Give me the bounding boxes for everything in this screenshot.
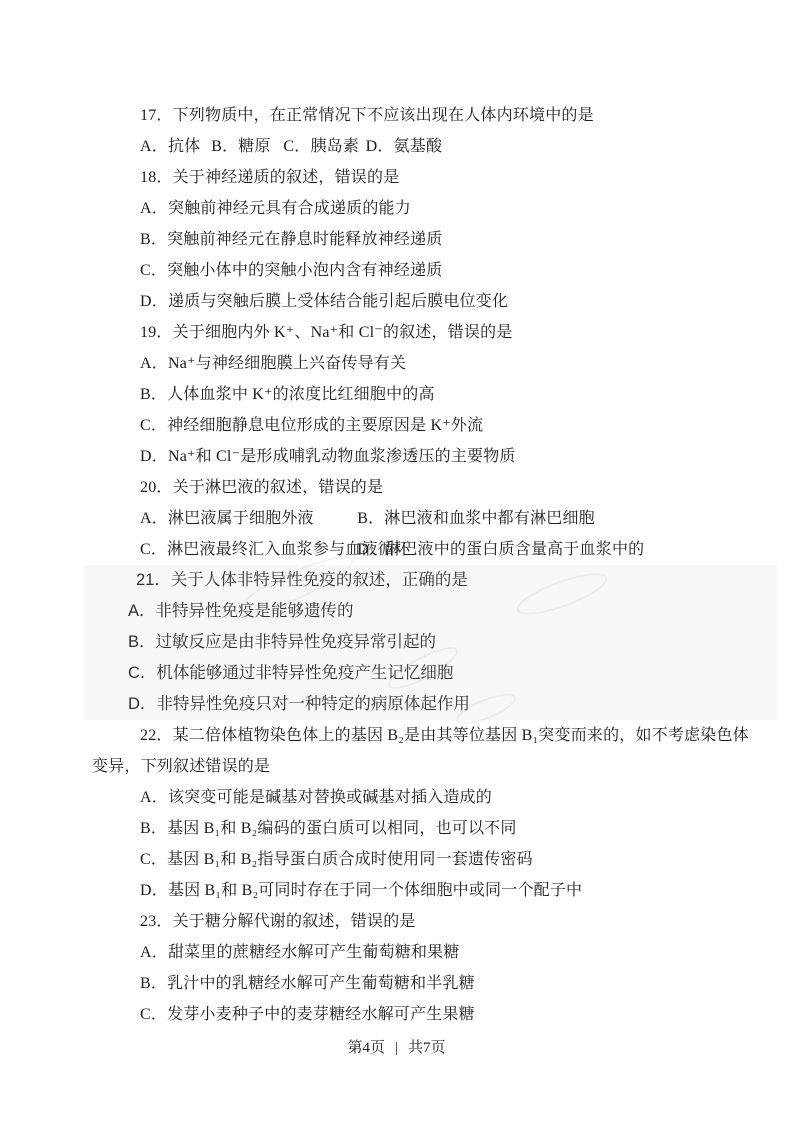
q22-stem-line1: 22．某二倍体植物染色体上的基因 B₂是由其等位基因 B₁突变而来的，如不考虑染色体 <box>140 727 749 744</box>
q17-stem: 17．下列物质中，在正常情况下不应该出现在人体内环境中的是 <box>140 107 594 124</box>
q23-option-b: B．乳汁中的乳糖经水解可产生葡萄糖和半乳糖 <box>140 975 475 992</box>
q20-option-b: B．淋巴液和血浆中都有淋巴细胞 <box>357 510 595 527</box>
q19-stem: 19．关于细胞内外 K⁺、Na⁺和 Cl⁻的叙述，错误的是 <box>140 324 513 341</box>
q19-option-a: A．Na⁺与神经细胞膜上兴奋传导有关 <box>140 355 407 372</box>
q18-option-a: A．突触前神经元具有合成递质的能力 <box>140 200 411 217</box>
q18-stem: 18．关于神经递质的叙述，错误的是 <box>140 169 400 186</box>
q20-options-row-1 <box>140 503 737 534</box>
footer-separator: | <box>394 1040 398 1056</box>
q20-option-d: D．淋巴液中的蛋白质含量高于血浆中的 <box>357 541 645 558</box>
q20-options-row-2 <box>140 534 737 565</box>
q21-option-d: D．非特异性免疫只对一种特定的病原体起作用 <box>128 695 470 713</box>
q17-options-row <box>140 131 737 162</box>
q20-option-a: A．淋巴液属于细胞外液 <box>140 510 314 527</box>
footer-page-number: 第4页 <box>347 1040 385 1056</box>
q19-option-d: D．Na⁺和 Cl⁻是形成哺乳动物血浆渗透压的主要物质 <box>140 448 516 465</box>
q23-stem: 23．关于糖分解代谢的叙述，错误的是 <box>140 913 416 930</box>
q22-option-d: D．基因 B₁和 B₂可同时存在于同一个体细胞中或同一个配子中 <box>140 882 583 899</box>
q21-option-b: B．过敏反应是由非特异性免疫异常引起的 <box>128 633 437 651</box>
exam-content <box>92 100 749 1030</box>
q22-option-a: A．该突变可能是碱基对替换或碱基对插入造成的 <box>140 789 492 806</box>
q21-option-a: A．非特异性免疫是能够遗传的 <box>128 602 354 620</box>
q22-stem-line2: 变异，下列叙述错误的是 <box>92 758 271 775</box>
q23-option-a: A．甜菜里的蔗糖经水解可产生葡萄糖和果糖 <box>140 944 460 961</box>
q20-option-c: C．淋巴液最终汇入血浆参与血液循环 <box>140 541 411 558</box>
q17-option-c: C．胰岛素 <box>283 138 360 155</box>
q21-stem: 21．关于人体非特异性免疫的叙述，正确的是 <box>136 571 468 589</box>
q20-stem: 20．关于淋巴液的叙述，错误的是 <box>140 479 384 496</box>
page-footer <box>0 1036 793 1057</box>
q22-option-b: B．基因 B₁和 B₂编码的蛋白质可以相同，也可以不同 <box>140 820 517 837</box>
q21-option-c: C．机体能够通过非特异性免疫产生记忆细胞 <box>128 664 454 682</box>
q19-option-b: B．人体血浆中 K⁺的浓度比红细胞中的高 <box>140 386 435 403</box>
footer-page-total: 共7页 <box>408 1040 446 1056</box>
q18-option-d: D．递质与突触后膜上受体结合能引起后膜电位变化 <box>140 293 509 310</box>
q22-option-c: C．基因 B₁和 B₂指导蛋白质合成时使用同一套遗传密码 <box>140 851 533 868</box>
q23-option-c: C．发芽小麦种子中的麦芽糖经水解可产生果糖 <box>140 1006 475 1023</box>
q17-option-a: A．抗体 <box>140 138 201 155</box>
q17-option-b: B．糖原 <box>211 138 271 155</box>
q19-option-c: C．神经细胞静息电位形成的主要原因是 K⁺外流 <box>140 417 484 434</box>
q18-option-c: C．突触小体中的突触小泡内含有神经递质 <box>140 262 443 279</box>
q17-option-d: D．氨基酸 <box>365 138 443 155</box>
q18-option-b: B．突触前神经元在静息时能释放神经递质 <box>140 231 443 248</box>
q21-pasted-block <box>84 565 777 720</box>
